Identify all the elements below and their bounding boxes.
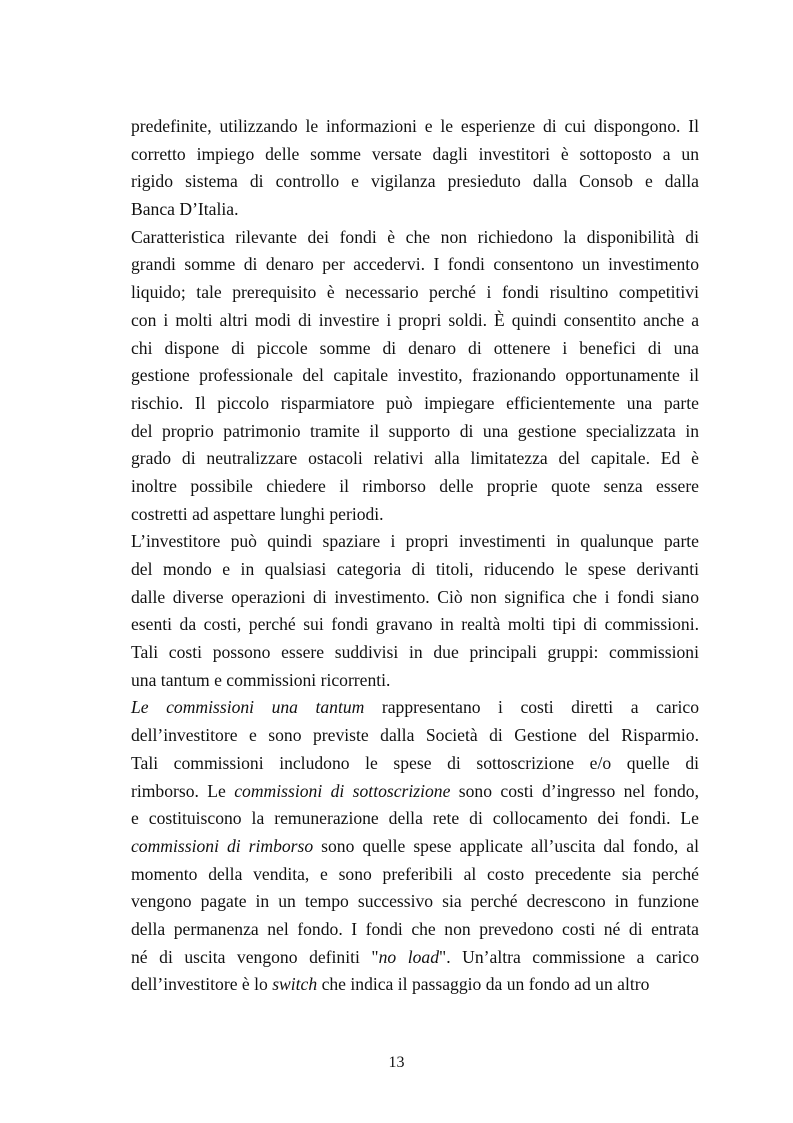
text-line [131, 390, 699, 418]
text-run: né di uscita vengono definiti " [131, 946, 379, 967]
text-line [131, 750, 699, 778]
text-line-content: una tantum e commissioni ricorrenti. [131, 669, 391, 690]
text-line [131, 168, 699, 196]
text-line-content: Tali costi possono essere suddivisi in due principali gruppi: commissioni [131, 642, 699, 663]
text-line [131, 473, 699, 501]
text-run: ". Un’altra commissione a carico [439, 946, 699, 967]
italic-term: switch [272, 974, 318, 995]
text-line [131, 445, 699, 473]
text-line-content: della permanenza nel fondo. I fondi che non prevedono costi né di entrata [131, 918, 699, 939]
text-line-content: vengono pagate in un tempo successivo sia perché decrescono in funzione [131, 891, 699, 912]
text-line [131, 805, 699, 833]
text-line-content: dell’investitore e sono previste dalla Società di Gestione del Risparmio. [131, 725, 699, 746]
text-line-content: chi dispone di piccole somme di denaro di ottenere i benefici di una [131, 337, 699, 358]
text-run: sono costi d’ingresso nel fondo, [450, 780, 699, 801]
text-line-content: con i molti altri modi di investire i propri soldi. È quindi consentito anche a [131, 309, 699, 330]
text-line [131, 916, 699, 944]
text-line-content: esenti da costi, perché sui fondi gravano in realtà molti tipi di commissioni. [131, 614, 699, 635]
text-line [131, 224, 699, 252]
text-line [131, 722, 699, 750]
text-line [131, 362, 699, 390]
text-line [131, 279, 699, 307]
text-line [131, 335, 699, 363]
text-run: che indica il passaggio da un fondo ad un altro [317, 974, 650, 995]
text-line [131, 113, 699, 141]
text-line-content: predefinite, utilizzando le informazioni e le esperienze di cui dispongono. Il [131, 116, 699, 136]
text-run: sono quelle spese applicate all’uscita dal fondo, al [313, 835, 699, 856]
text-line [131, 418, 699, 446]
text-line-content [131, 947, 699, 967]
text-line-content: del mondo e in qualsiasi categoria di titoli, riducendo le spese derivanti [131, 559, 699, 579]
text-line [131, 639, 699, 667]
text-line [131, 694, 699, 722]
text-line-content: rischio. Il piccolo risparmiatore può impiegare efficientemente una parte [131, 392, 699, 413]
text-line-content: liquido; tale prerequisito è necessario perché i fondi risultino competitivi [131, 282, 699, 303]
text-line [131, 307, 699, 335]
text-line-content [131, 697, 699, 717]
text-line-content: dalle diverse operazioni di investimento. Ciò non significa che i fondi siano [131, 586, 699, 607]
text-line [131, 861, 699, 889]
text-line-content: del proprio patrimonio tramite il supporto di una gestione specializzata in [131, 420, 699, 441]
text-line-content: inoltre possibile chiedere il rimborso delle proprie quote senza essere [131, 475, 699, 496]
text-line-content [131, 974, 649, 994]
text-line-content [131, 781, 699, 801]
text-line-content: corretto impiego delle somme versate dagli investitori è sottoposto a un [131, 143, 699, 164]
italic-term: commissioni di rimborso [131, 835, 314, 856]
text-line [131, 611, 699, 639]
italic-term: no load [378, 946, 440, 967]
text-line [131, 528, 699, 556]
text-line [131, 556, 699, 584]
text-line-content: e costituiscono la remunerazione della rete di collocamento dei fondi. Le [131, 808, 699, 829]
text-line [131, 833, 699, 861]
italic-term: Le commissioni una tantum [131, 697, 365, 718]
text-line-content: L’investitore può quindi spaziare i propri investimenti in qualunque parte [131, 531, 699, 552]
text-line [131, 888, 699, 916]
text-line-content: grado di neutralizzare ostacoli relativi alla limitatezza del capitale. Ed è [131, 448, 699, 469]
text-line [131, 141, 699, 169]
text-line-content: costretti ad aspettare lunghi periodi. [131, 503, 384, 524]
italic-term: commissioni di sottoscrizione [234, 780, 451, 801]
text-line-content: momento della vendita, e sono preferibili al costo precedente sia perché [131, 863, 699, 884]
text-line [131, 778, 699, 806]
text-line-content: Banca D’Italia. [131, 199, 239, 220]
text-line-content: Caratteristica rilevante dei fondi è che non richiedono la disponibilità di [131, 226, 699, 247]
text-run: dell’investitore è lo [131, 974, 273, 995]
text-line [131, 251, 699, 279]
text-run: rimborso. Le [131, 780, 235, 801]
text-line [131, 667, 699, 695]
text-line [131, 501, 699, 529]
page-number: 13 [388, 1054, 405, 1071]
text-run: rappresentano i costi diretti a carico [364, 697, 699, 718]
text-line-content: gestione professionale del capitale investito, frazionando opportunamente il [131, 365, 699, 386]
text-line [131, 196, 699, 224]
text-line-content [131, 836, 699, 856]
text-line [131, 944, 699, 972]
text-line-content: rigido sistema di controllo e vigilanza presieduto dalla Consob e dalla [131, 171, 699, 192]
text-line [131, 971, 699, 999]
text-line [131, 584, 699, 612]
text-line-content: Tali commissioni includono le spese di sottoscrizione e/o quelle di [131, 752, 699, 773]
text-line-content: grandi somme di denaro per accedervi. I fondi consentono un investimento [131, 254, 699, 275]
page-body [131, 113, 699, 999]
